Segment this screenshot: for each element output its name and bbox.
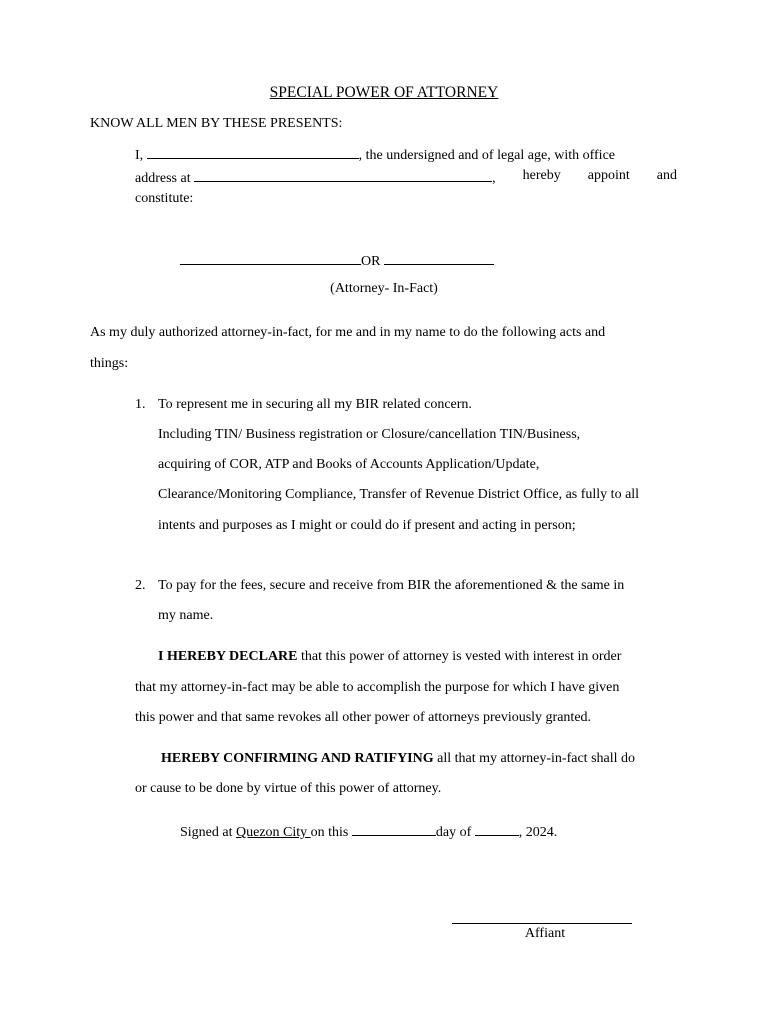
document-title: SPECIAL POWER OF ATTORNEY bbox=[269, 84, 499, 101]
item-1-line: Clearance/Monitoring Compliance, Transfer of Revenue District Office, as fully to all bbox=[158, 487, 640, 502]
confirm-bold: HEREBY CONFIRMING AND RATIFYING bbox=[161, 751, 434, 766]
item-1-line: intents and purposes as I might or could do if present and acting in person; bbox=[158, 518, 576, 533]
signed-day-blank[interactable] bbox=[352, 822, 436, 836]
grantor-prefix: I, , the undersigned and of legal age, with office bbox=[135, 145, 615, 164]
authority-line-2: things: bbox=[90, 356, 129, 371]
signature-line[interactable] bbox=[452, 923, 632, 924]
grantor-line-2 bbox=[135, 168, 677, 187]
attorney-name-blank-2[interactable] bbox=[384, 251, 494, 265]
address-word-and: and bbox=[656, 168, 677, 183]
declare-line-2: that my attorney-in-fact may be able to accomplish the purpose for which I have given bbox=[135, 680, 620, 695]
attorney-name-blank-1[interactable] bbox=[180, 251, 361, 265]
authority-line-1: As my duly authorized attorney-in-fact, for me and in my name to do the following acts and bbox=[90, 325, 606, 340]
item-1-line: acquiring of COR, ATP and Books of Accounts Application/Update, bbox=[158, 457, 540, 472]
attorney-line bbox=[180, 251, 494, 270]
grantor-name-blank[interactable] bbox=[147, 145, 359, 159]
item-1-line: Including TIN/ Business registration or Closure/cancellation TIN/Business, bbox=[158, 427, 581, 442]
address-prefix: address at , bbox=[135, 168, 496, 187]
item-1-number: 1. bbox=[135, 397, 146, 412]
item-2-line: To pay for the fees, secure and receive from BIR the aforementioned & the same in bbox=[158, 578, 625, 593]
declare-line-1: I HEREBY DECLARE that this power of attorney is vested with interest in order bbox=[158, 649, 622, 664]
attorney-or: OR bbox=[361, 254, 381, 269]
intro-heading: KNOW ALL MEN BY THESE PRESENTS: bbox=[90, 116, 343, 131]
grantor-line-3: constitute: bbox=[135, 191, 194, 206]
address-word-appoint: appoint bbox=[587, 168, 630, 183]
grantor-line-1 bbox=[135, 145, 677, 164]
item-2-line: my name. bbox=[158, 608, 214, 623]
item-1-line: To represent me in securing all my BIR related concern. bbox=[158, 397, 472, 412]
signed-place: Quezon City bbox=[236, 825, 311, 840]
signature-label: Affiant bbox=[524, 926, 566, 941]
attorney-label: (Attorney- In-Fact) bbox=[330, 281, 438, 296]
confirm-line-2: or cause to be done by virtue of this power of attorney. bbox=[135, 781, 442, 796]
signed-line: Signed at Quezon City on this day of , 2024. bbox=[180, 822, 557, 841]
signed-month-blank[interactable] bbox=[475, 822, 519, 836]
address-word-hereby: hereby bbox=[522, 168, 561, 183]
confirm-line-1: HEREBY CONFIRMING AND RATIFYING all that my attorney-in-fact shall do bbox=[161, 751, 636, 766]
declare-line-3: this power and that same revokes all other power of attorneys previously granted. bbox=[135, 710, 592, 725]
address-blank[interactable] bbox=[194, 168, 492, 182]
item-2-number: 2. bbox=[135, 578, 146, 593]
declare-bold: I HEREBY DECLARE bbox=[158, 649, 298, 664]
